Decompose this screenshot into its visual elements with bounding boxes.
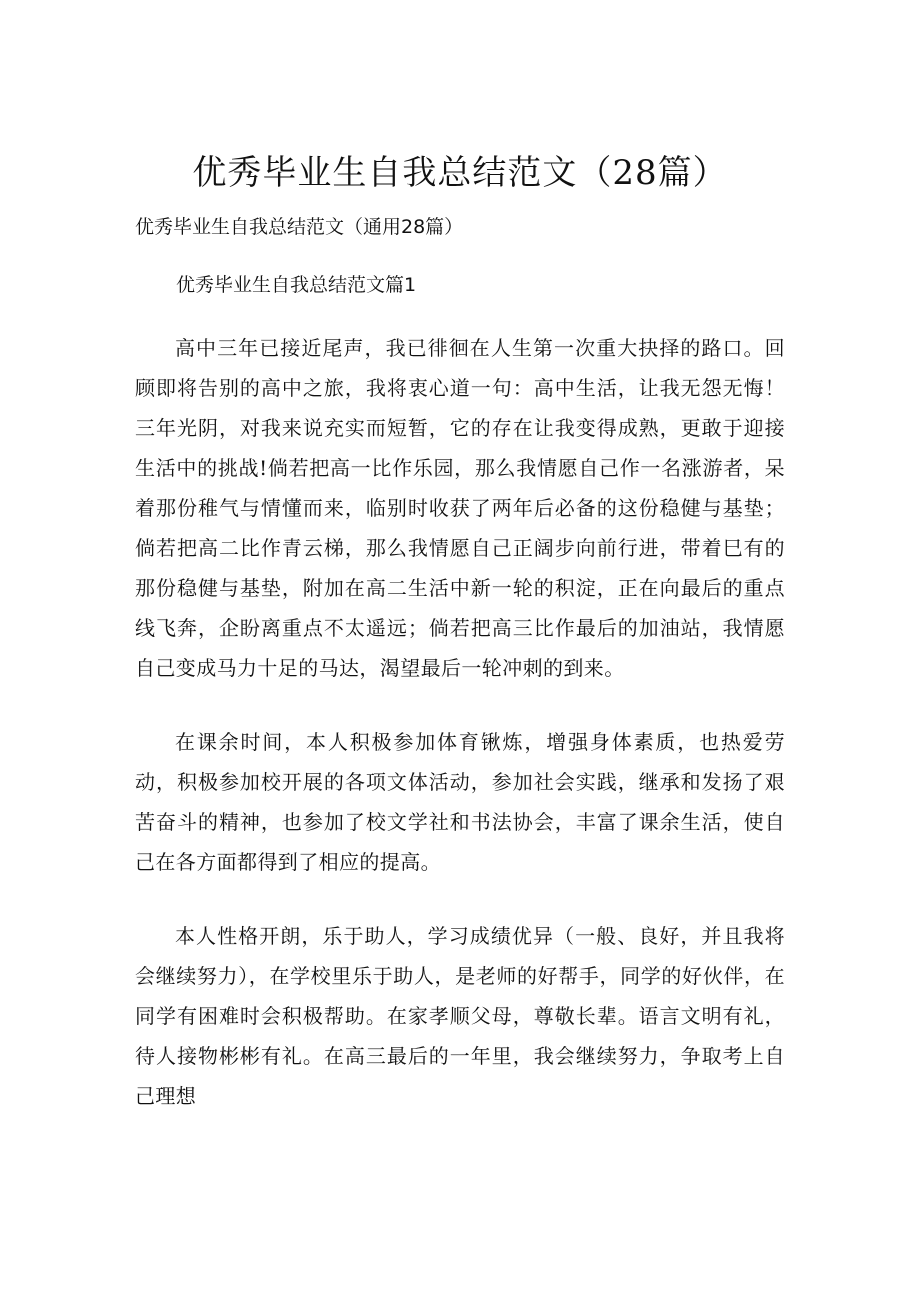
paragraph-2: 在课余时间，本人积极参加体育锹炼，增强身体素质，也热爱劳动，积极参加校开展的各项文体活动，参加社会实践，继承和发扬了艰苦奋斗的精神，也参加了校文学社和书法协会，丰富了课余生活，使自己在各方面都得到了相应的提高。 bbox=[135, 730, 785, 874]
document-title: 优秀毕业生自我总结范文（28篇） bbox=[192, 153, 728, 193]
document-subtitle: 优秀毕业生自我总结范文（通用28篇） bbox=[135, 216, 464, 238]
paragraph-3: 本人性格开朗，乐于助人，学习成绩优异（一般、良好，并且我将会继续努力），在学校里乐于助人，是老师的好帮手，同学的好伙伴，在同学有困难时会积极帮助。在家孝顺父母，尊敬长辈。语言文明有礼，待人接物彬彬有礼。在高三最后的一年里，我会继续努力，争取考上自己理想 bbox=[135, 924, 785, 1108]
document-body bbox=[135, 328, 785, 1150]
paragraph-1: 高中三年已接近尾声，我已徘徊在人生第一次重大抉择的路口。回顾即将告别的高中之旅，我将衷心道一句：高中生活，让我无怨无悔！三年光阴，对我来说充实而短暂，它的存在让我变得成熟，更敢于迎接生活中的挑战!倘若把高一比作乐园，那么我情愿自己作一名涨游者，呆着那份稚气与情懂而来，临别时收获了两年后必备的这份稳健与基垫；倘若把高二比作青云梯，那么我情愿自己正阔步向前行进，带着巳有的那份稳健与基垫，附加在高二生活中新一轮的积淀，正在向最后的重点线飞奔，企盼离重点不太遥远；倘若把高三比作最后的加油站，我情愿自己变成马力十足的马达，渴望最后一轮冲刺的到来。 bbox=[135, 336, 785, 680]
section-heading: 优秀毕业生自我总结范文篇1 bbox=[176, 274, 417, 296]
